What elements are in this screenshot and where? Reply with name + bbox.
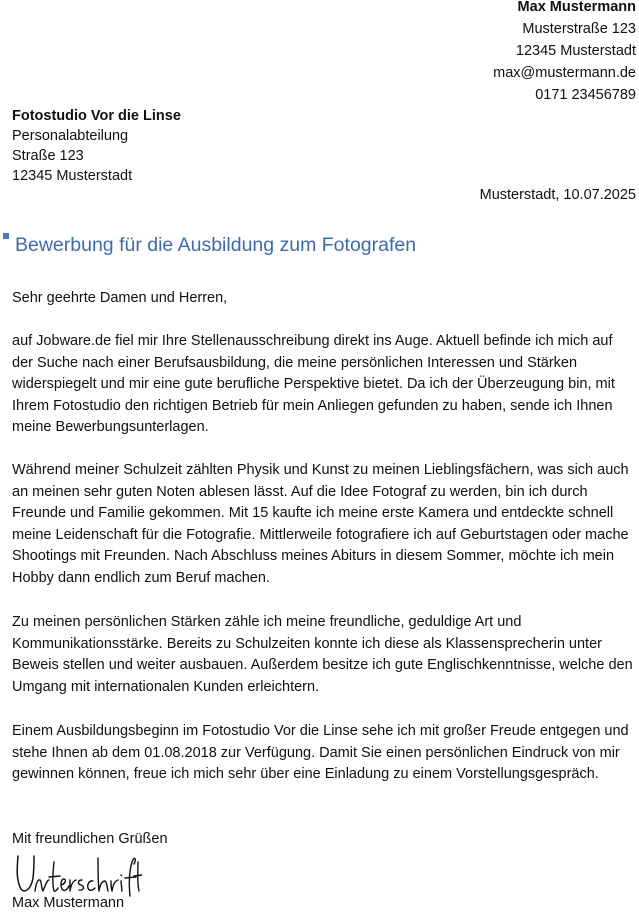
closing: Mit freundlichen Grüßen — [12, 831, 168, 847]
salutation: Sehr geehrte Damen und Herren, — [12, 290, 228, 306]
sender-name: Max Mustermann — [517, 0, 636, 15]
sender-address — [493, 0, 636, 106]
letter-subject: Bewerbung für die Ausbildung zum Fotografen — [15, 234, 417, 256]
sender-street: Musterstraße 123 — [522, 21, 636, 37]
sender-phone: 0171 23456789 — [535, 87, 636, 103]
body-paragraph-3: Zu meinen persönlichen Stärken zähle ich meine freundliche, geduldige Art und Kommunikationsstärke. Bereits zu Schulzeiten konnte ich diese als Klassensprecherin unter Beweis stellen und weiter ausbauen. Außerdem besitze ich gute Englischkenntnisse, welche den Umgang mit internationalen Kunden erleichtern. — [12, 614, 633, 695]
subject-marker — [3, 233, 9, 239]
letter-date: Musterstadt, 10.07.2025 — [479, 187, 636, 203]
recipient-street: Straße 123 — [12, 148, 84, 164]
body-paragraph-2: Während meiner Schulzeit zählten Physik und Kunst zu meinen Lieblingsfächern, was sich auch an meinen sehr guten Noten ablesen lässt. Auf die Idee Fotograf zu werden, bin ich durch Freunde und Familie gekommen. Mit 15 kaufte ich meine erste Kamera und entdeckte schnell meine Leidenschaft für die Fotografie. Mittlerweile fotografiere ich auf Geburtstagen oder mache Shootings mit Freunden. Nach Abschluss meines Abiturs in diesem Sommer, möchte ich mein Hobby dann endlich zum Beruf machen. — [12, 462, 629, 586]
signer-name: Max Mustermann — [12, 895, 125, 911]
recipient-company: Fotostudio Vor die Linse — [12, 108, 181, 124]
sender-city: 12345 Musterstadt — [515, 43, 636, 59]
recipient-city: 12345 Musterstadt — [12, 168, 133, 184]
sender-email: max@mustermann.de — [493, 65, 636, 81]
recipient-address — [12, 106, 181, 186]
body-paragraph-4: Einem Ausbildungsbeginn im Fotostudio Vor die Linse sehe ich mit großer Freude entgegen und stehe Ihnen ab dem 01.08.2018 zur Verfügung. Damit Sie einen persönlichen Eindruck von mir gewinnen können, freue ich mich sehr über eine Einladung zu einem Vorstellungsgespräch. — [12, 723, 629, 783]
body-paragraph-1: auf Jobware.de fiel mir Ihre Stellenausschreibung direkt ins Auge. Aktuell befinde ich mich auf der Suche nach einer Berufsausbildung, die meine persönlichen Interessen und Stärken widerspiegelt und mir eine gute berufliche Perspektive bietet. Da ich der Überzeugung bin, mit Ihrem Fotostudio den richtigen Betrieb für mein Anliegen gefunden zu haben, sende ich Ihnen meine Bewerbungsunterlagen. — [12, 333, 615, 436]
recipient-department: Personalabteilung — [12, 128, 129, 144]
